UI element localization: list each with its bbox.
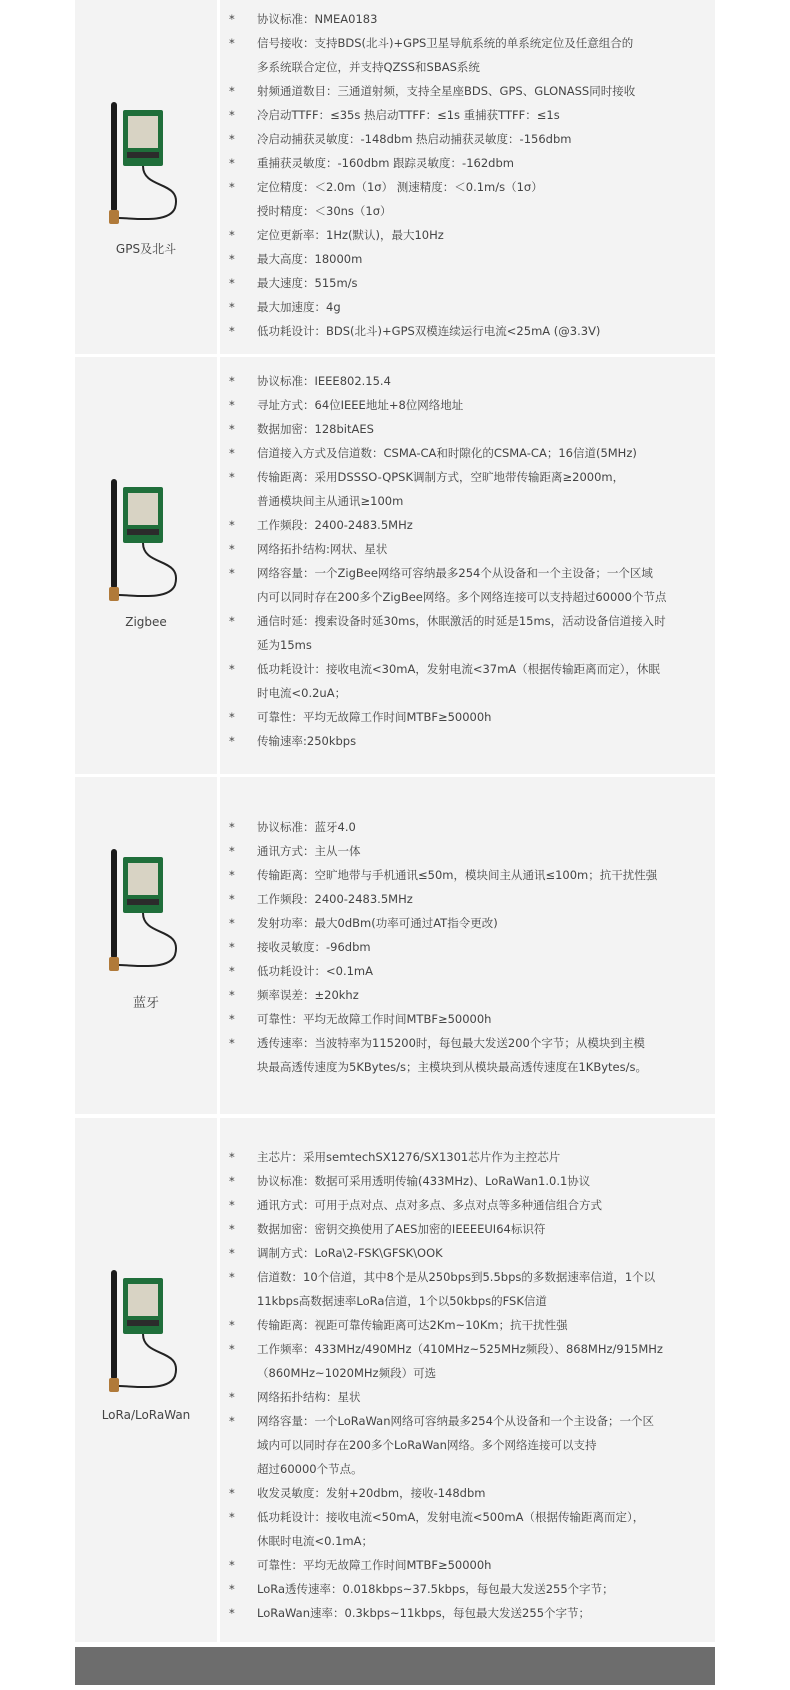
spec-item xyxy=(220,1265,715,1313)
bullet: * xyxy=(229,844,235,858)
bullet: * xyxy=(229,1342,235,1356)
spec-item xyxy=(220,1385,715,1409)
spec-item xyxy=(220,1505,715,1553)
spec-text: 数据加密：128bitAES xyxy=(257,422,374,436)
bullet: * xyxy=(229,1198,235,1212)
spec-item xyxy=(220,79,715,103)
spec-text: 可靠性：平均无故障工作时间MTBF≥50000h xyxy=(257,1012,492,1026)
spec-text: 可靠性：平均无故障工作时间MTBF≥50000h xyxy=(257,1558,492,1572)
bullet: * xyxy=(229,300,235,314)
spec-text: 工作频段：2400-2483.5MHz xyxy=(257,518,413,532)
bullet: * xyxy=(229,180,235,194)
spec-text: 寻址方式：64位IEEE地址+8位网络地址 xyxy=(257,398,464,412)
spec-item xyxy=(220,31,715,79)
bullet: * xyxy=(229,1510,235,1524)
bullet: * xyxy=(229,446,235,460)
spec-text: 延为15ms xyxy=(257,638,312,652)
spec-item xyxy=(220,1169,715,1193)
module-name: GPS及北斗 xyxy=(115,242,177,256)
spec-item xyxy=(220,729,715,753)
spec-cell xyxy=(220,357,715,774)
spec-text: 多系统联合定位，并支持QZSS和SBAS系统 xyxy=(257,60,480,74)
spec-item xyxy=(220,863,715,887)
bullet: * xyxy=(229,964,235,978)
spec-text: 重捕获灵敏度：-160dbm 跟踪灵敏度：-162dbm xyxy=(257,156,514,170)
bullet: * xyxy=(229,1174,235,1188)
bullet: * xyxy=(229,398,235,412)
spec-item xyxy=(220,609,715,657)
bullet: * xyxy=(229,988,235,1002)
spec-item xyxy=(220,1577,715,1601)
module-image-cell xyxy=(75,777,217,1114)
spec-text: 协议标准：蓝牙4.0 xyxy=(257,820,356,834)
spec-item xyxy=(220,1007,715,1031)
spec-item xyxy=(220,295,715,319)
bullet: * xyxy=(229,1558,235,1572)
spec-item xyxy=(220,271,715,295)
spec-text: 最大高度：18000m xyxy=(257,252,363,266)
spec-text: 网络拓扑结构:网状、星状 xyxy=(257,542,388,556)
zigbee-module-icon xyxy=(103,477,183,605)
spec-text: 工作频率：433MHz/490MHz（410MHz~525MHz频段）、868MHz/915MHz xyxy=(257,1342,663,1356)
spec-item xyxy=(220,983,715,1007)
spec-item xyxy=(220,319,715,343)
spec-list xyxy=(220,7,715,343)
bullet: * xyxy=(229,1486,235,1500)
section-bluetooth xyxy=(75,777,715,1114)
spec-text: 冷启动捕获灵敏度：-148dbm 热启动捕获灵敏度：-156dbm xyxy=(257,132,572,146)
spec-text: 传输距离：采用DSSSO-QPSK调制方式，空旷地带传输距离≥2000m， xyxy=(257,470,625,484)
spec-item xyxy=(220,705,715,729)
spec-text: 超过60000个节点。 xyxy=(257,1462,363,1476)
bullet: * xyxy=(229,374,235,388)
spec-text: 接收灵敏度：-96dbm xyxy=(257,940,371,954)
module-image-cell xyxy=(75,0,217,354)
bullet: * xyxy=(229,324,235,338)
bullet: * xyxy=(229,614,235,628)
spec-text: 信道数：10个信道，其中8个是从250bps到5.5bps的多数据速率信道，1个以 xyxy=(257,1270,656,1284)
bullet: * xyxy=(229,1414,235,1428)
spec-item xyxy=(220,465,715,513)
spec-item xyxy=(220,839,715,863)
spec-text: 频率误差：±20khz xyxy=(257,988,359,1002)
spec-item xyxy=(220,911,715,935)
spec-item xyxy=(220,657,715,705)
spec-text: 授时精度：＜30ns（1σ） xyxy=(257,204,392,218)
bullet: * xyxy=(229,820,235,834)
module-image-cell xyxy=(75,357,217,774)
spec-item xyxy=(220,1409,715,1481)
spec-text: 射频通道数目：三通道射频，支持全星座BDS、GPS、GLONASS同时接收 xyxy=(257,84,636,98)
spec-text: 低功耗设计：接收电流<50mA，发射电流<500mA（根据传输距离而定）， xyxy=(257,1510,645,1524)
spec-text: 定位精度：＜2.0m（1σ） 测速精度：＜0.1m/s（1σ） xyxy=(257,180,543,194)
spec-text: 信道接入方式及信道数：CSMA-CA和时隙化的CSMA-CA；16信道(5MHz) xyxy=(257,446,637,460)
spec-text: 网络容量：一个LoRaWan网络可容纳最多254个从设备和一个主设备；一个区 xyxy=(257,1414,654,1428)
spec-item xyxy=(220,1241,715,1265)
bullet: * xyxy=(229,892,235,906)
bullet: * xyxy=(229,156,235,170)
bullet: * xyxy=(229,566,235,580)
spec-item xyxy=(220,1601,715,1625)
bullet: * xyxy=(229,1318,235,1332)
spec-item xyxy=(220,393,715,417)
spec-text: 网络拓扑结构：星状 xyxy=(257,1390,361,1404)
spec-text: 通讯方式：可用于点对点、点对多点、多点对点等多种通信组合方式 xyxy=(257,1198,602,1212)
bullet: * xyxy=(229,252,235,266)
spec-text: 定位更新率：1Hz(默认)，最大10Hz xyxy=(257,228,444,242)
spec-cell xyxy=(220,1118,715,1642)
spec-item xyxy=(220,537,715,561)
module-name: Zigbee xyxy=(125,615,167,629)
spec-text: LoRa透传速率：0.018kbps~37.5kbps，每包最大发送255个字节； xyxy=(257,1582,614,1596)
section-lora xyxy=(75,1118,715,1642)
spec-text: LoRaWan速率：0.3kbps~11kbps，每包最大发送255个字节； xyxy=(257,1606,591,1620)
section-zigbee xyxy=(75,357,715,774)
spec-item xyxy=(220,959,715,983)
bullet: * xyxy=(229,108,235,122)
module-name: LoRa/LoRaWan xyxy=(101,1408,191,1422)
spec-text: 低功耗设计：接收电流<30mA，发射电流<37mA（根据传输距离而定），休眠 xyxy=(257,662,660,676)
bullet: * xyxy=(229,662,235,676)
lora-module-icon xyxy=(103,1268,183,1396)
spec-item xyxy=(220,7,715,31)
spec-text: 调制方式：LoRa\2-FSK\GFSK\OOK xyxy=(257,1246,443,1260)
spec-item xyxy=(220,1553,715,1577)
bullet: * xyxy=(229,734,235,748)
spec-item xyxy=(220,369,715,393)
spec-text: 域内可以同时存在200多个LoRaWan网络。多个网络连接可以支持 xyxy=(257,1438,597,1452)
spec-text: 收发灵敏度：发射+20dbm，接收-148dbm xyxy=(257,1486,486,1500)
spec-item xyxy=(220,815,715,839)
spec-cell xyxy=(220,0,715,354)
spec-text: 透传速率：当波特率为115200时，每包最大发送200个字节；从模块到主模 xyxy=(257,1036,645,1050)
spec-text: 低功耗设计：BDS(北斗)+GPS双模连续运行电流<25mA (@3.3V) xyxy=(257,324,601,338)
spec-text: 休眠时电流<0.1mA； xyxy=(257,1534,373,1548)
spec-item xyxy=(220,127,715,151)
spec-item xyxy=(220,151,715,175)
bullet: * xyxy=(229,1390,235,1404)
spec-item xyxy=(220,1145,715,1169)
bullet: * xyxy=(229,1270,235,1284)
module-image-cell xyxy=(75,1118,217,1642)
bullet: * xyxy=(229,1150,235,1164)
spec-text: 数据加密：密钥交换使用了AES加密的IEEEEUI64标识符 xyxy=(257,1222,546,1236)
spec-text: 工作频段：2400-2483.5MHz xyxy=(257,892,413,906)
spec-text: 发射功率：最大0dBm(功率可通过AT指令更改) xyxy=(257,916,498,930)
spec-text: 最大速度：515m/s xyxy=(257,276,358,290)
module-name: 蓝牙 xyxy=(132,996,159,1011)
spec-item xyxy=(220,1337,715,1385)
section-gps xyxy=(75,0,715,354)
bullet: * xyxy=(229,1606,235,1620)
spec-text: 可靠性：平均无故障工作时间MTBF≥50000h xyxy=(257,710,492,724)
spec-item xyxy=(220,1313,715,1337)
spec-text: 通讯方式：主从一体 xyxy=(257,844,361,858)
bullet: * xyxy=(229,940,235,954)
bullet: * xyxy=(229,470,235,484)
spec-text: 传输速率:250kbps xyxy=(257,734,357,748)
bullet: * xyxy=(229,422,235,436)
spec-item xyxy=(220,513,715,537)
spec-item xyxy=(220,887,715,911)
bullet: * xyxy=(229,916,235,930)
spec-text: 通信时延：搜索设备时延30ms，休眠激活的时延是15ms，活动设备信道接入时 xyxy=(257,614,666,628)
spec-text: 11kbps高数据速率LoRa信道，1个以50kbps的FSK信道 xyxy=(257,1294,547,1308)
spec-item xyxy=(220,417,715,441)
spec-text: 时电流<0.2uA； xyxy=(257,686,347,700)
bullet: * xyxy=(229,1246,235,1260)
spec-list xyxy=(220,1145,715,1625)
spec-cell xyxy=(220,777,715,1114)
spec-list xyxy=(220,369,715,753)
bullet: * xyxy=(229,710,235,724)
spec-item xyxy=(220,1193,715,1217)
spec-text: 网络容量：一个ZigBee网络可容纳最多254个从设备和一个主设备；一个区域 xyxy=(257,566,653,580)
bullet: * xyxy=(229,84,235,98)
spec-item xyxy=(220,223,715,247)
spec-list xyxy=(220,815,715,1079)
spec-text: 块最高透传速度为5KBytes/s；主模块到从模块最高透传速度在1KBytes/s。 xyxy=(257,1060,647,1074)
spec-item xyxy=(220,561,715,609)
spec-text: 主芯片：采用semtechSX1276/SX1301芯片作为主控芯片 xyxy=(257,1150,561,1164)
bluetooth-module-icon xyxy=(103,847,183,975)
spec-text: 协议标准：NMEA0183 xyxy=(257,12,378,26)
spec-item xyxy=(220,247,715,271)
spec-text: 传输距离：视距可靠传输距离可达2Km~10Km；抗干扰性强 xyxy=(257,1318,568,1332)
bullet: * xyxy=(229,36,235,50)
spec-item xyxy=(220,1031,715,1079)
bullet: * xyxy=(229,132,235,146)
spec-item xyxy=(220,103,715,127)
spec-text: 冷启动TTFF：≤35s 热启动TTFF：≤1s 重捕获TTFF：≤1s xyxy=(257,108,560,122)
gps-module-icon xyxy=(103,100,183,228)
bullet: * xyxy=(229,868,235,882)
spec-text: 低功耗设计：<0.1mA xyxy=(257,964,373,978)
footer-bar xyxy=(75,1647,715,1685)
spec-text: 协议标准：数据可采用透明传输(433MHz)、LoRaWan1.0.1协议 xyxy=(257,1174,591,1188)
spec-item xyxy=(220,1217,715,1241)
spec-text: 最大加速度：4g xyxy=(257,300,341,314)
bullet: * xyxy=(229,1012,235,1026)
bullet: * xyxy=(229,542,235,556)
spec-text: 传输距离：空旷地带与手机通讯≤50m，模块间主从通讯≤100m；抗干扰性强 xyxy=(257,868,658,882)
bullet: * xyxy=(229,1582,235,1596)
spec-text: 协议标准：IEEE802.15.4 xyxy=(257,374,391,388)
spec-text: 普通模块间主从通讯≥100m xyxy=(257,494,404,508)
spec-text: 内可以同时存在200多个ZigBee网络。多个网络连接可以支持超过60000个节点 xyxy=(257,590,667,604)
spec-item xyxy=(220,175,715,223)
bullet: * xyxy=(229,518,235,532)
spec-item xyxy=(220,935,715,959)
spec-item xyxy=(220,441,715,465)
spec-text: 信号接收：支持BDS(北斗)+GPS卫星导航系统的单系统定位及任意组合的 xyxy=(257,36,634,50)
bullet: * xyxy=(229,276,235,290)
spec-text: （860MHz~1020MHz频段）可选 xyxy=(257,1366,437,1380)
bullet: * xyxy=(229,12,235,26)
bullet: * xyxy=(229,228,235,242)
bullet: * xyxy=(229,1222,235,1236)
bullet: * xyxy=(229,1036,235,1050)
spec-item xyxy=(220,1481,715,1505)
